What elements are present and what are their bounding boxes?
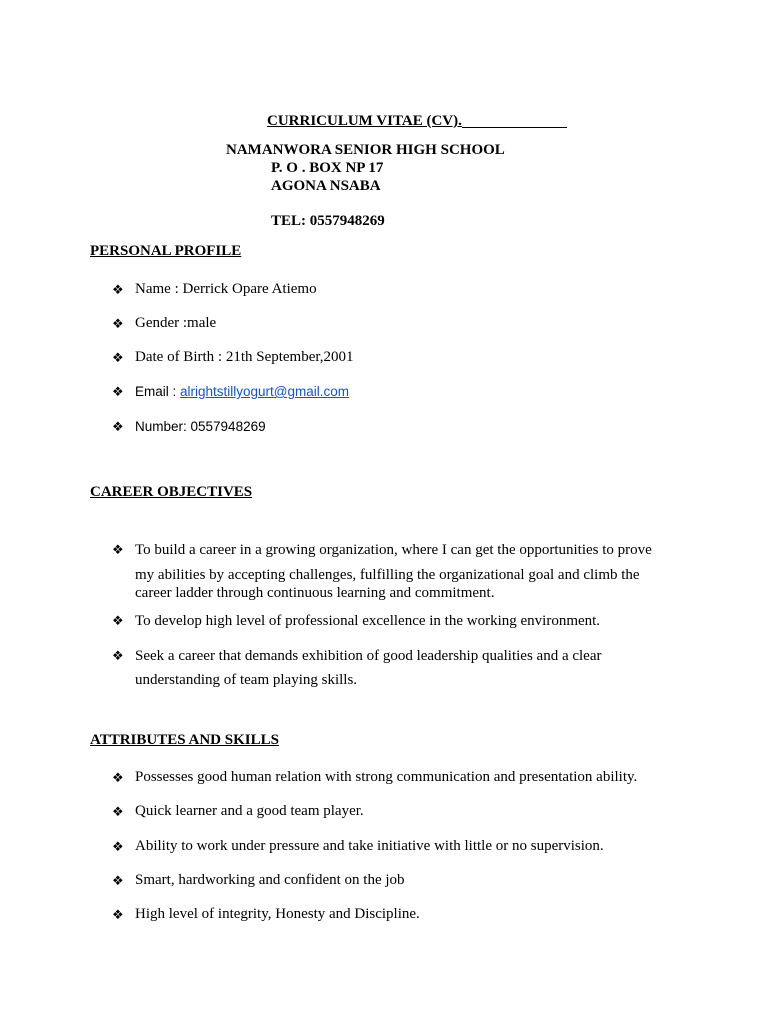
attribute-item: Ability to work under pressure and take initiative with little or no supervision. <box>135 838 604 854</box>
bullet-icon: ❖ <box>112 873 124 888</box>
school-name: NAMANWORA SENIOR HIGH SCHOOL <box>226 142 505 158</box>
objective-1-line-1: To build a career in a growing organization, where I can get the opportunities to prove <box>135 542 652 558</box>
telephone: TEL: 0557948269 <box>271 213 385 229</box>
bullet-icon: ❖ <box>112 613 124 628</box>
attribute-item: Quick learner and a good team player. <box>135 803 364 819</box>
bullet-icon: ❖ <box>112 384 124 399</box>
email-label: Email : <box>135 384 181 399</box>
bullet-icon: ❖ <box>112 282 124 297</box>
career-objectives-heading: CAREER OBJECTIVES <box>90 484 253 500</box>
cv-title: CURRICULUM VITAE (CV). <box>267 112 567 130</box>
bullet-icon: ❖ <box>112 648 124 663</box>
profile-name: Name : Derrick Opare Atiemo <box>135 281 317 297</box>
bullet-icon: ❖ <box>112 770 124 785</box>
attribute-item: High level of integrity, Honesty and Discipline. <box>135 906 420 922</box>
objective-2: To develop high level of professional excellence in the working environment. <box>135 613 601 629</box>
bullet-icon: ❖ <box>112 839 124 854</box>
email-link[interactable]: alrightstillyogurt@gmail.com <box>180 384 350 399</box>
profile-email <box>135 383 675 401</box>
objective-1-line-2: my abilities by accepting challenges, fulfilling the organizational goal and climb the <box>135 567 640 583</box>
bullet-icon: ❖ <box>112 316 124 331</box>
po-box: P. O . BOX NP 17 <box>271 160 384 176</box>
town: AGONA NSABA <box>271 178 381 194</box>
bullet-icon: ❖ <box>112 804 124 819</box>
bullet-icon: ❖ <box>112 419 124 434</box>
profile-dob: Date of Birth : 21th September,2001 <box>135 349 354 365</box>
bullet-icon: ❖ <box>112 542 124 557</box>
profile-number: Number: 0557948269 <box>135 419 266 434</box>
attribute-item: Smart, hardworking and confident on the job <box>135 872 405 888</box>
bullet-icon: ❖ <box>112 350 124 365</box>
objective-1-line-3: career ladder through continuous learning and commitment. <box>135 585 495 601</box>
objective-3-line-1: Seek a career that demands exhibition of good leadership qualities and a clear <box>135 648 602 664</box>
bullet-icon: ❖ <box>112 907 124 922</box>
profile-gender: Gender :male <box>135 315 217 331</box>
attribute-item: Possesses good human relation with strong communication and presentation ability. <box>135 769 638 785</box>
objective-3-line-2: understanding of team playing skills. <box>135 672 358 688</box>
personal-profile-heading: PERSONAL PROFILE <box>90 243 242 259</box>
attributes-heading: ATTRIBUTES AND SKILLS <box>90 732 279 748</box>
